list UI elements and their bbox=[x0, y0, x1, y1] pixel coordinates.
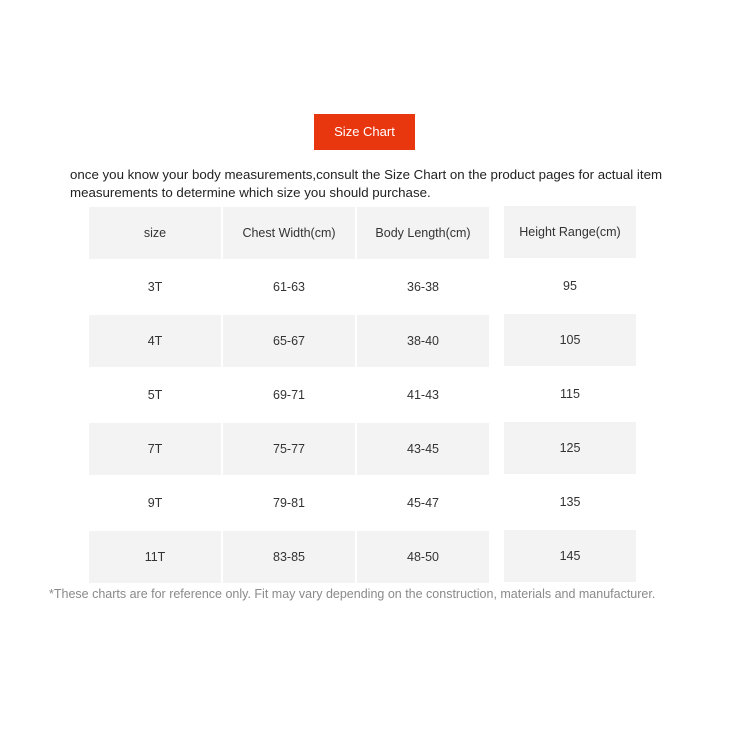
table-cell-height-range: 115 bbox=[560, 387, 580, 401]
table-cell-size: 3T bbox=[147, 280, 163, 294]
table-cell-size: 9T bbox=[147, 496, 163, 510]
table-cell-size: 11T bbox=[89, 531, 221, 583]
table-cell-height-range: 145 bbox=[504, 530, 636, 582]
table-cell-body-length: 45-47 bbox=[407, 496, 439, 510]
table-cell-body-length: 36-38 bbox=[407, 280, 439, 294]
table-cell-size: 7T bbox=[89, 423, 221, 475]
table-cell-height-range: 105 bbox=[504, 314, 636, 366]
disclaimer-note: *These charts are for reference only. Fit may vary depending on the construction, materials and manufacturer. bbox=[49, 587, 656, 601]
table-cell-chest-width: 83-85 bbox=[223, 531, 355, 583]
column-header-chest-width: Chest Width(cm) bbox=[223, 207, 355, 259]
column-header-size: size bbox=[89, 207, 221, 259]
table-cell-size: 4T bbox=[89, 315, 221, 367]
table-cell-chest-width: 79-81 bbox=[273, 496, 305, 510]
table-cell-body-length: 43-45 bbox=[357, 423, 489, 475]
table-cell-height-range: 95 bbox=[563, 279, 577, 293]
table-cell-chest-width: 65-67 bbox=[223, 315, 355, 367]
table-cell-height-range: 135 bbox=[559, 495, 581, 509]
column-header-body-length: Body Length(cm) bbox=[357, 207, 489, 259]
table-cell-size: 5T bbox=[147, 388, 163, 402]
table-cell-chest-width: 61-63 bbox=[273, 280, 305, 294]
table-cell-body-length: 48-50 bbox=[357, 531, 489, 583]
table-cell-chest-width: 75-77 bbox=[223, 423, 355, 475]
intro-text: once you know your body measurements,consult the Size Chart on the product pages for actual item measurements to determine which size you should purchase. bbox=[70, 167, 663, 200]
table-cell-chest-width: 69-71 bbox=[273, 388, 305, 402]
table-cell-body-length: 41-43 bbox=[407, 388, 439, 402]
table-cell-body-length: 38-40 bbox=[357, 315, 489, 367]
column-header-height-range: Height Range(cm) bbox=[504, 206, 636, 258]
size-chart-badge: Size Chart bbox=[314, 114, 415, 150]
table-cell-height-range: 125 bbox=[504, 422, 636, 474]
